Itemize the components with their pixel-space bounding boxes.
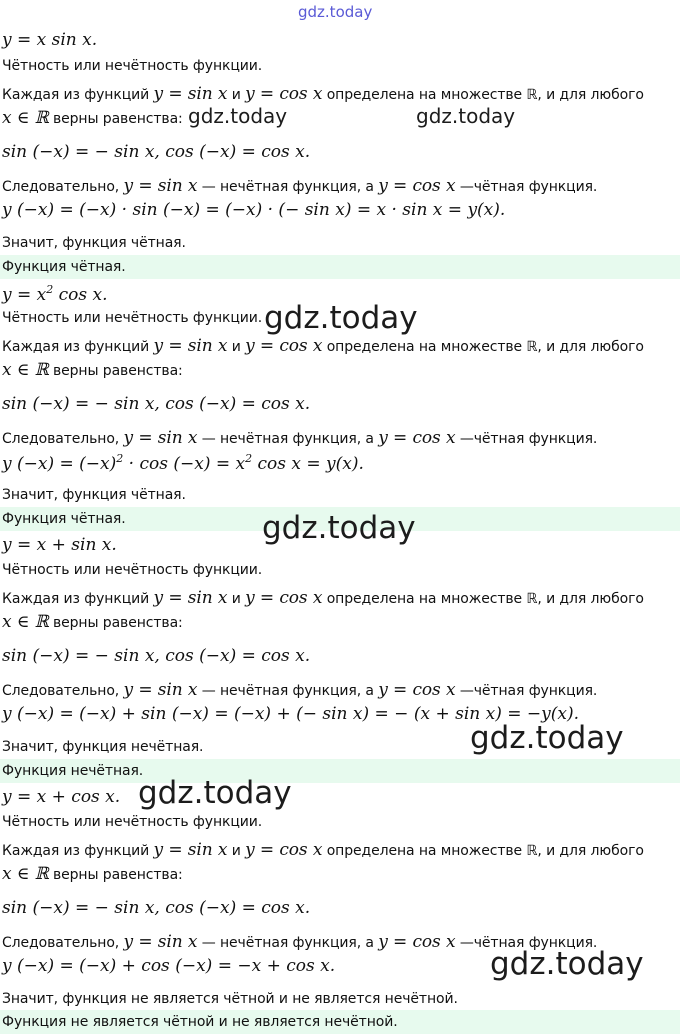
watermark: gdz.today xyxy=(188,104,288,128)
parity-heading: Чётность или нечётность функции. xyxy=(2,814,263,830)
parity-heading: Чётность или нечётность функции. xyxy=(2,310,263,326)
derivation: y (−x) = (−x) + sin (−x) = (−x) + (− sin x) = − (x + sin x) = −y(x). xyxy=(2,704,579,724)
intro-line-2: x ∈ ℝ верны равенства: xyxy=(2,108,183,128)
watermark: gdz.today xyxy=(138,775,292,811)
function-title: $y = x^2$ cos x. xyxy=(2,283,108,305)
function-title: y = x + sin x. xyxy=(2,535,117,555)
conclusion: Значит, функция чётная. xyxy=(2,235,186,251)
identities: sin (−x) = − sin x, cos (−x) = cos x. xyxy=(2,142,311,162)
answer-band xyxy=(0,255,680,279)
derivation: y $(-x) = (-x)^2 \cdot \cos (-x) = x^2$ cos x = y(x). xyxy=(2,452,364,474)
answer-text: Функция чётная. xyxy=(2,511,126,527)
function-title: y = x sin x. xyxy=(2,30,98,50)
function-title: y = x + cos x. xyxy=(2,787,121,807)
intro-line-2: x ∈ ℝ верны равенства: xyxy=(2,612,183,632)
intro-line: Каждая из функций y = sin x и y = cos x определена на множестве ℝ, и для любого xyxy=(2,84,644,104)
watermark: gdz.today xyxy=(262,510,416,546)
answer-text: Функция чётная. xyxy=(2,259,126,275)
answer-text: Функция не является чётной и не является нечётной. xyxy=(2,1014,398,1030)
parity-heading: Чётность или нечётность функции. xyxy=(2,562,263,578)
intro-line: Каждая из функций y = sin x и y = cos x определена на множестве ℝ, и для любого xyxy=(2,336,644,356)
answer-band xyxy=(0,759,680,783)
watermark: gdz.today xyxy=(298,3,373,21)
answer-text: Функция нечётная. xyxy=(2,763,144,779)
intro-line-2: x ∈ ℝ верны равенства: xyxy=(2,360,183,380)
intro-line-2: x ∈ ℝ верны равенства: xyxy=(2,864,183,884)
parity-note: Следовательно, y = sin x — нечётная функция, а y = cos x —чётная функция. xyxy=(2,176,598,196)
watermark: gdz.today xyxy=(470,720,624,756)
parity-note: Следовательно, y = sin x — нечётная функция, а y = cos x —чётная функция. xyxy=(2,428,598,448)
watermark: gdz.today xyxy=(490,946,644,982)
parity-note: Следовательно, y = sin x — нечётная функция, а y = cos x —чётная функция. xyxy=(2,680,598,700)
parity-note: Следовательно, y = sin x — нечётная функция, а y = cos x —чётная функция. xyxy=(2,932,598,952)
answer-band xyxy=(0,1010,680,1034)
intro-line: Каждая из функций y = sin x и y = cos x определена на множестве ℝ, и для любого xyxy=(2,588,644,608)
derivation: y (−x) = (−x) + cos (−x) = −x + cos x. xyxy=(2,956,336,976)
conclusion: Значит, функция чётная. xyxy=(2,487,186,503)
intro-line: Каждая из функций y = sin x и y = cos x определена на множестве ℝ, и для любого xyxy=(2,840,644,860)
identities: sin (−x) = − sin x, cos (−x) = cos x. xyxy=(2,394,311,414)
parity-heading: Чётность или нечётность функции. xyxy=(2,58,263,74)
identities: sin (−x) = − sin x, cos (−x) = cos x. xyxy=(2,898,311,918)
conclusion: Значит, функция нечётная. xyxy=(2,739,204,755)
watermark: gdz.today xyxy=(416,104,516,128)
identities: sin (−x) = − sin x, cos (−x) = cos x. xyxy=(2,646,311,666)
derivation: y (−x) = (−x) · sin (−x) = (−x) · (− sin x) = x · sin x = y(x). xyxy=(2,200,506,220)
conclusion: Значит, функция не является чётной и не является нечётной. xyxy=(2,991,458,1007)
watermark: gdz.today xyxy=(264,300,418,336)
